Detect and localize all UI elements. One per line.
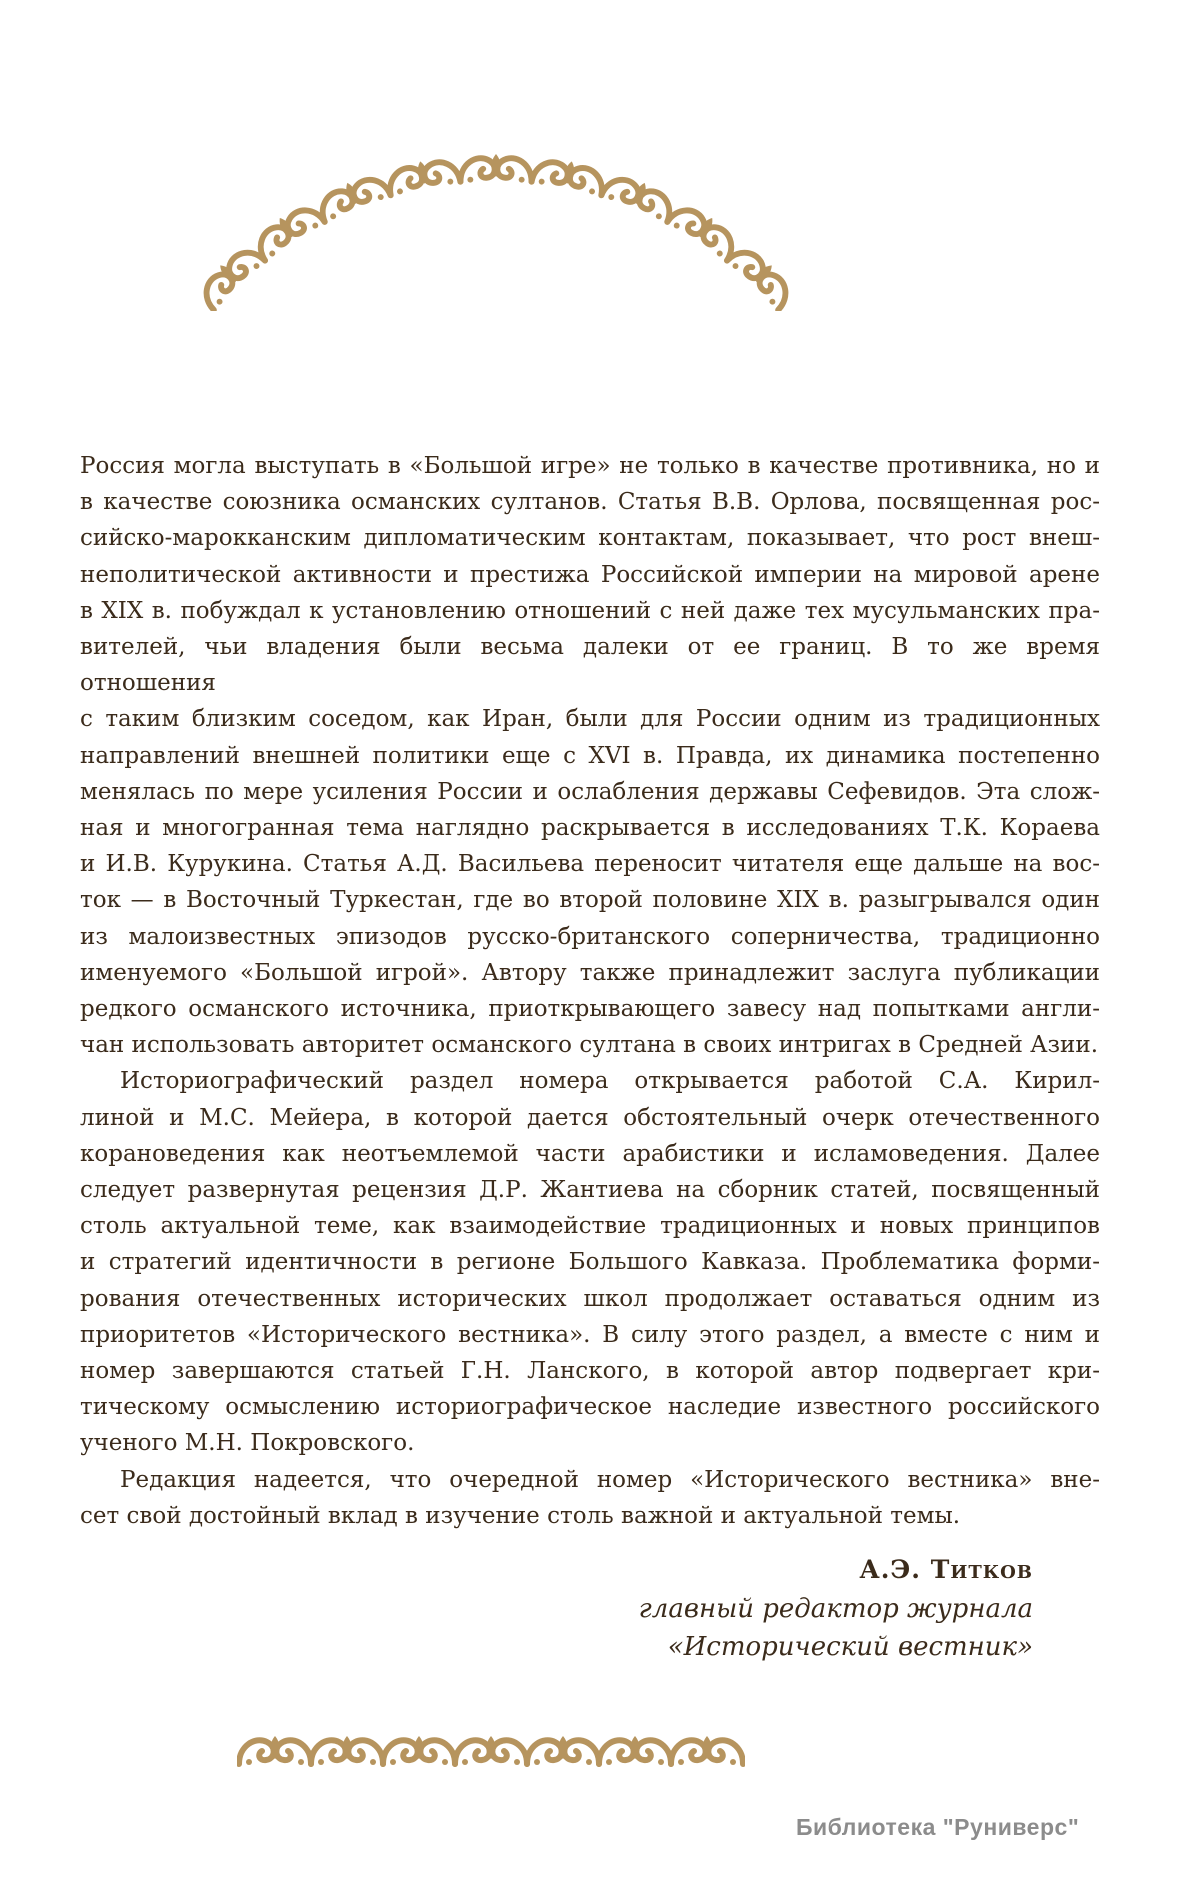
text-line: рования отечественных исторических школ продолжает оставаться одним из (80, 1285, 1100, 1312)
text-line: Россия могла выступать в «Большой игре» не только в качестве противника, но и (80, 453, 1100, 479)
text-line: именуемого «Большой игрой». Автору также принадлежит заслуга публикации (80, 959, 1100, 986)
text-line: ученого М.Н. Покровского. (80, 1430, 415, 1457)
editor-name: А.Э. Титков (859, 1555, 1033, 1584)
text-line: приоритетов «Исторического вестника». В силу этого раздел, а вместе с ним и (80, 1321, 1100, 1348)
text-line: ная и многогранная тема наглядно раскрывается в исследованиях Т.К. Кораева (80, 815, 1100, 842)
text-line: тическому осмыслению историографическое наследие известного российского (80, 1394, 1100, 1421)
text-line: линой и М.С. Мейера, в которой дается обстоятельный очерк отечественного (80, 1104, 1100, 1131)
text-line: Редакция надеется, что очередной номер «Исторического вестника» вне- (120, 1466, 1100, 1493)
text-line: корановедения как неотъемлемой части арабистики и исламоведения. Далее (80, 1140, 1100, 1167)
text-line: чан использовать авторитет османского султана в своих интригах в Средней Азии. (80, 1032, 1099, 1059)
text-line: Историографический раздел номера открывается работой С.А. Кирил- (120, 1068, 1100, 1095)
text-line: и стратегий идентичности в регионе Большого Кавказа. Проблематика форми- (80, 1249, 1100, 1276)
text-line: в XIX в. побуждал к установлению отношений с ней даже тех мусульманских пра- (80, 597, 1100, 624)
text-line: в качестве союзника османских султанов. Статья В.В. Орлова, посвященная рос- (80, 489, 1100, 516)
text-line: следует развернутая рецензия Д.Р. Жантиева на сборник статей, посвященный (80, 1177, 1100, 1204)
library-watermark: Библиотека "Руниверс" (796, 1814, 1080, 1840)
text-line: неполитической активности и престижа Российской империи на мировой арене (80, 561, 1100, 588)
editor-role-line2: «Исторический вестник» (667, 1632, 1033, 1662)
bottom-scrollwork-band-ornament-icon (237, 1726, 745, 1778)
text-line: сет свой достойный вклад в изучение столь важной и актуальной темы. (80, 1502, 961, 1529)
text-line: редкого османского источника, приоткрывающего завесу над попытками англи- (80, 996, 1100, 1023)
text-line: сийско-марокканским дипломатическим контактам, показывает, что рост внеш- (80, 525, 1100, 552)
text-line: номер завершаются статьей Г.Н. Ланского, в которой автор подвергает кри- (80, 1358, 1100, 1385)
body-text (80, 448, 1100, 1534)
text-line: из малоизвестных эпизодов русско-британского соперничества, традиционно (80, 923, 1100, 950)
signature-block (639, 1550, 1033, 1666)
text-line: вителей, чьи владения были весьма далеки от ее границ. В то же время отношения (80, 634, 1100, 697)
text-line: и И.В. Курукина. Статья А.Д. Васильева переносит читателя еще дальше на вос- (80, 851, 1100, 878)
text-line: направлений внешней политики еще с XVI в. Правда, их динамика постепенно (80, 742, 1100, 769)
text-line: столь актуальной теме, как взаимодействие традиционных и новых принципов (80, 1213, 1100, 1240)
text-line: менялась по мере усиления России и ослабления державы Сефевидов. Эта слож- (80, 778, 1100, 805)
editor-role-line1: главный редактор журнала (638, 1594, 1033, 1624)
text-line: с таким близким соседом, как Иран, были для России одним из традиционных (80, 706, 1100, 733)
text-line: ток — в Восточный Туркестан, где во второй половине XIX в. разыгрывался один (80, 887, 1100, 914)
top-arch-scrollwork-ornament-icon (200, 148, 792, 311)
